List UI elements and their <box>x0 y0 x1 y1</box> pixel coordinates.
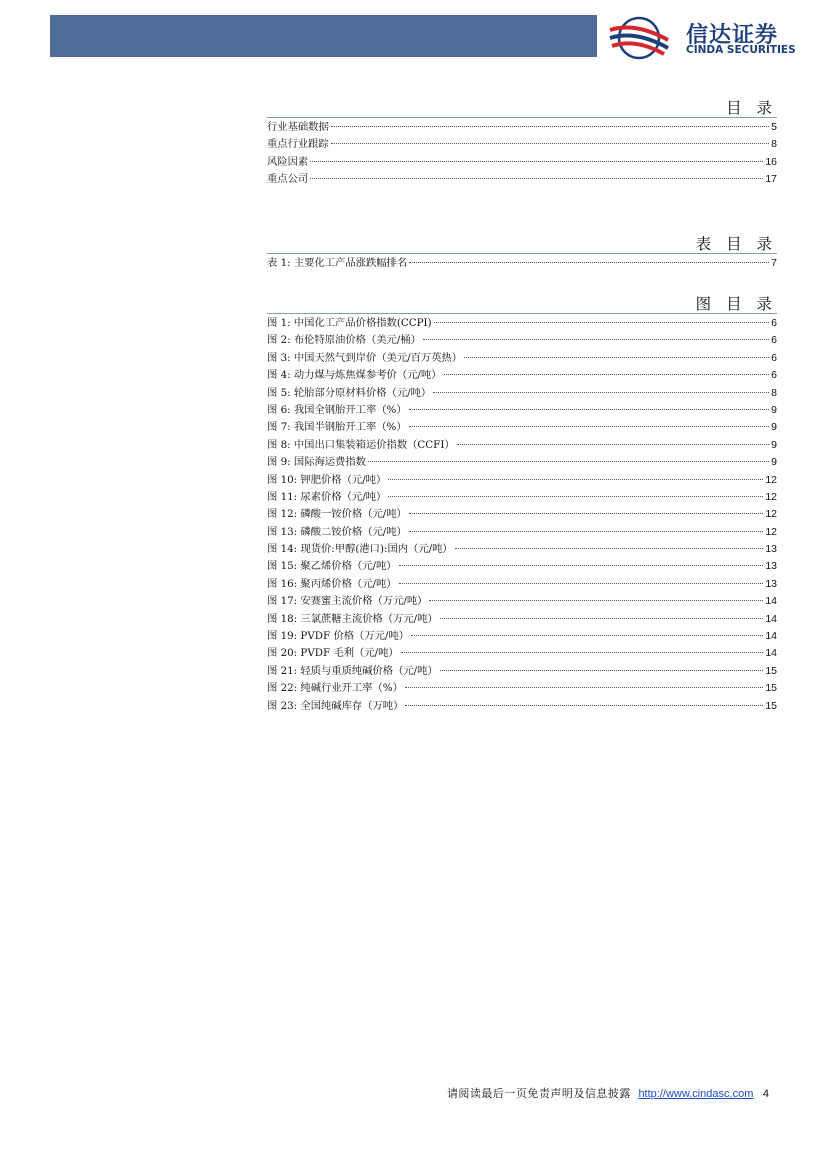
contents-entry[interactable] <box>267 153 777 170</box>
toc-dot-leader <box>310 178 763 179</box>
toc-entry-page[interactable]: 17 <box>765 173 777 186</box>
toc-dot-leader <box>433 392 769 393</box>
contents-title: 目 录 <box>726 99 777 117</box>
toc-entry-label[interactable]: 图 8: 中国出口集装箱运价指数（CCFI） <box>267 438 455 451</box>
toc-entry-label[interactable]: 图 21: 轻质与重质纯碱价格（元/吨） <box>267 664 438 677</box>
toc-dot-leader <box>409 531 763 532</box>
toc-entry-page[interactable]: 15 <box>765 682 777 695</box>
toc-dot-leader <box>399 565 764 566</box>
figure-entry[interactable] <box>267 331 777 348</box>
figure-entry[interactable] <box>267 401 777 418</box>
toc-dot-leader <box>464 357 769 358</box>
figure-entry[interactable] <box>267 453 777 470</box>
toc-entry-label[interactable]: 图 6: 我国全钢胎开工率（%） <box>267 403 407 416</box>
toc-entry-page[interactable]: 6 <box>771 334 777 347</box>
toc-entry-page[interactable]: 8 <box>771 138 777 151</box>
logo-english-name: CINDA SECURITIES <box>686 44 796 56</box>
toc-entry-label[interactable]: 表 1: 主要化工产品涨跌幅排名 <box>267 257 408 269</box>
toc-dot-leader <box>331 143 769 144</box>
toc-entry-label[interactable]: 图 11: 尿素价格（元/吨） <box>267 490 387 503</box>
website-link[interactable]: http://www.cindasc.com <box>638 1088 754 1100</box>
toc-dot-leader <box>409 409 770 410</box>
toc-entry-label[interactable]: 图 20: PVDF 毛利（元/吨） <box>267 647 399 660</box>
page-number: 4 <box>762 1088 769 1100</box>
toc-entry-label[interactable]: 图 17: 安赛蜜主流价格（万元/吨） <box>267 595 428 608</box>
toc-entry-page[interactable]: 13 <box>765 577 777 590</box>
figure-entry[interactable] <box>267 488 777 505</box>
contents-list <box>267 118 777 188</box>
figure-entry[interactable] <box>267 662 777 679</box>
figure-entry[interactable] <box>267 610 777 627</box>
toc-entry-label[interactable]: 图 15: 聚乙烯价格（元/吨） <box>267 560 397 573</box>
toc-entry-page[interactable]: 14 <box>765 630 777 643</box>
toc-dot-leader <box>405 705 763 706</box>
toc-entry-label[interactable]: 图 18: 三氯蔗糖主流价格（万元/吨） <box>267 612 438 625</box>
toc-dot-leader <box>401 652 764 653</box>
toc-entry-label[interactable]: 图 9: 国际海运费指数 <box>267 456 366 469</box>
toc-dot-leader <box>423 339 769 340</box>
toc-entry-label[interactable]: 重点公司 <box>267 173 309 186</box>
page-footer <box>447 1085 769 1101</box>
logo-chinese-name: 信达证券 <box>686 23 779 48</box>
toc-entry-label[interactable]: 图 10: 钾肥价格（元/吨） <box>267 473 387 486</box>
figure-entry[interactable] <box>267 505 777 522</box>
company-logo <box>606 16 806 60</box>
toc-entry-label[interactable]: 图 1: 中国化工产品价格指数(CCPI) <box>267 317 432 329</box>
toc-entry-page[interactable]: 9 <box>771 403 777 416</box>
toc-entry-page[interactable]: 13 <box>765 560 777 573</box>
figure-entry[interactable] <box>267 592 777 609</box>
toc-entry-page[interactable]: 15 <box>765 664 777 677</box>
figure-entry[interactable] <box>267 384 777 401</box>
toc-dot-leader <box>331 126 769 127</box>
tables-title: 表 目 录 <box>695 235 777 253</box>
toc-dot-leader <box>399 583 764 584</box>
toc-entry-page[interactable]: 12 <box>765 525 777 538</box>
toc-dot-leader <box>388 496 763 497</box>
toc-entry-page[interactable]: 8 <box>771 386 777 399</box>
header-bar <box>50 15 597 57</box>
toc-entry-page[interactable]: 12 <box>765 473 777 486</box>
figure-entry[interactable] <box>267 366 777 383</box>
tables-list <box>267 254 777 271</box>
toc-dot-leader <box>440 670 764 671</box>
figures-list <box>267 314 777 714</box>
figure-entry[interactable] <box>267 523 777 540</box>
toc-dot-leader <box>409 262 769 263</box>
toc-entry-label[interactable]: 图 22: 纯碱行业开工率（%） <box>267 682 403 695</box>
toc-entry-page[interactable]: 9 <box>771 438 777 451</box>
toc-entry-page[interactable]: 13 <box>765 543 777 556</box>
figure-entry[interactable] <box>267 627 777 644</box>
figure-entry[interactable] <box>267 697 777 714</box>
toc-entry-label[interactable]: 图 19: PVDF 价格（万元/吨） <box>267 630 409 643</box>
contents-entry[interactable] <box>267 118 777 135</box>
toc-dot-leader <box>434 322 770 323</box>
toc-dot-leader <box>429 600 763 601</box>
figures-title: 图 目 录 <box>695 295 777 313</box>
toc-entry-page[interactable]: 15 <box>765 699 777 712</box>
toc-entry-label[interactable]: 图 2: 布伦特原油价格（美元/桶） <box>267 334 421 347</box>
toc-dot-leader <box>405 687 763 688</box>
toc-dot-leader <box>368 461 769 462</box>
figure-entry[interactable] <box>267 557 777 574</box>
toc-dot-leader <box>411 635 763 636</box>
toc-entry-label[interactable]: 风险因素 <box>267 155 309 168</box>
figure-entry[interactable] <box>267 314 777 331</box>
toc-entry-label[interactable]: 重点行业跟踪 <box>267 138 329 151</box>
toc-dot-leader <box>310 161 763 162</box>
toc-entry-label[interactable]: 行业基础数据 <box>267 121 329 133</box>
toc-dot-leader <box>444 374 770 375</box>
footer-disclaimer: 请阅读最后一页免责声明及信息披露 <box>446 1087 631 1100</box>
cinda-logo-icon <box>606 16 672 60</box>
toc-entry-label[interactable]: 图 23: 全国纯碱库存（万吨） <box>267 699 404 712</box>
toc-entry-label[interactable]: 图 3: 中国天然气到岸价（美元/百万英热） <box>267 351 463 364</box>
toc-entry-page[interactable]: 7 <box>771 257 777 269</box>
toc-dot-leader <box>455 548 764 549</box>
toc-entry-label[interactable]: 图 5: 轮胎部分原材料价格（元/吨） <box>267 386 432 399</box>
toc-entry-page[interactable]: 5 <box>771 121 777 133</box>
figure-entry[interactable] <box>267 418 777 435</box>
toc-entry-page[interactable]: 9 <box>771 456 777 469</box>
toc-dot-leader <box>440 618 764 619</box>
toc-dot-leader <box>409 426 770 427</box>
toc-entry-label[interactable]: 图 4: 动力煤与炼焦煤参考价（元/吨） <box>267 369 442 382</box>
figure-entry[interactable] <box>267 575 777 592</box>
figure-entry[interactable] <box>267 471 777 488</box>
toc-entry-page[interactable]: 9 <box>771 421 777 434</box>
toc-entry-label[interactable]: 图 12: 磷酸一铵价格（元/吨） <box>267 508 407 521</box>
toc-entry-label[interactable]: 图 14: 现货价:甲醇(港口):国内（元/吨） <box>267 543 453 556</box>
toc-entry-label[interactable]: 图 13: 磷酸二铵价格（元/吨） <box>267 525 407 538</box>
figure-entry[interactable] <box>267 436 777 453</box>
figure-entry[interactable] <box>267 644 777 661</box>
figure-entry[interactable] <box>267 679 777 696</box>
toc-entry-page[interactable]: 6 <box>771 317 777 329</box>
toc-entry-page[interactable]: 6 <box>771 369 777 382</box>
toc-entry-label[interactable]: 图 16: 聚丙烯价格（元/吨） <box>267 577 397 590</box>
figure-entry[interactable] <box>267 540 777 557</box>
toc-entry-page[interactable]: 12 <box>765 508 777 521</box>
toc-entry-page[interactable]: 14 <box>765 647 777 660</box>
toc-dot-leader <box>388 479 763 480</box>
table-entry[interactable] <box>267 254 777 271</box>
figure-entry[interactable] <box>267 349 777 366</box>
contents-entry[interactable] <box>267 170 777 187</box>
toc-entry-page[interactable]: 14 <box>765 595 777 608</box>
toc-dot-leader <box>409 513 763 514</box>
toc-dot-leader <box>457 444 769 445</box>
contents-entry[interactable] <box>267 135 777 152</box>
toc-entry-page[interactable]: 16 <box>765 155 777 168</box>
toc-entry-label[interactable]: 图 7: 我国半钢胎开工率（%） <box>267 421 407 434</box>
toc-entry-page[interactable]: 12 <box>765 490 777 503</box>
toc-entry-page[interactable]: 14 <box>765 612 777 625</box>
toc-entry-page[interactable]: 6 <box>771 351 777 364</box>
